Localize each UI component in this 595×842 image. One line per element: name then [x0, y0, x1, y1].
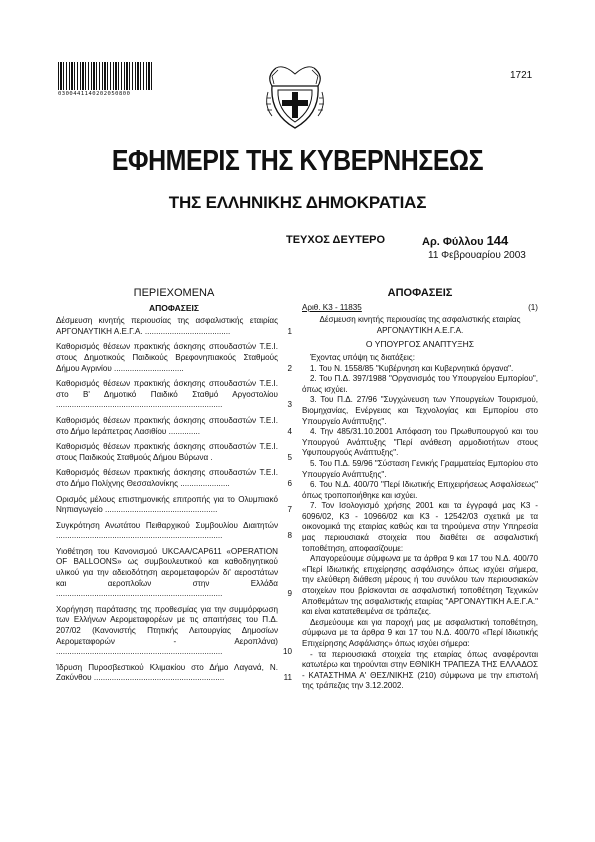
issuing-authority: Ο ΥΠΟΥΡΓΟΣ ΑΝΑΠΤΥΞΗΣ — [365, 339, 475, 350]
decision-paragraph: - τα περιουσιακά στοιχεία της εταιρίας όπως αναφέρονται κατωτέρω και τηρούνται στην ΕΘΝΙΚΗ ΤΡΑΠΕΖΑ ΤΗΣ ΕΛΛΑΔΟΣ - ΚΑΤΑΣΤΗΜΑ Α' ΘΕΣ/ΝΙΚΗΣ (210) σύμφωνα με την επιστολή της τράπεζας την 3.12.2002. — [302, 649, 538, 691]
decision-paragraph: Απαγορεύουμε σύμφωνα με τα άρθρα 9 και 17 του Ν.Δ. 400/70 «Περί Ιδιωτικής επιχείρησης ασφάλισης» όπως ισχύει σήμερα, την ελεύθερη διάθεση μέρους ή του συνόλου των περιουσιακών στοιχείων που βρίσκονται σε ασφαλιστική τοποθέτηση Τεχνικών Αποθεμάτων της ασφαλιστικής εταιρίας "ΑΡΓΟΝΑΥΤΙΚΗ Α.Ε.Γ.Α." και είναι κατατεθειμένα σε τράπεζες. — [302, 554, 538, 617]
toc-item[interactable] — [56, 547, 292, 600]
toc-item[interactable] — [56, 521, 292, 542]
toc-item-page: 1 — [287, 326, 292, 336]
toc-item-page: 4 — [287, 426, 292, 436]
decision-paragraph: Δεσμεύουμε και για παροχή μας με ασφαλιστική τοποθέτηση, σύμφωνα με τα άρθρα 9 και 17 του Ν.Δ. 400/70 «Περί Ιδιωτικής Επιχείρησης Ασφάλισης» όπως ισχύει σήμερα: — [302, 617, 538, 648]
toc-item[interactable] — [56, 468, 292, 489]
page-number: 1721 — [510, 70, 533, 81]
toc-item-text: Καθορισμός θέσεων πρακτικής άσκησης σπουδαστών Τ.Ε.Ι. στο Δήμο Ιεράπετρας Λασιθίου .............. — [56, 415, 278, 436]
decisions-column — [302, 288, 538, 692]
decision-ref-number: Αριθ. Κ3 - 11835 — [302, 302, 362, 312]
sheet-number-label: Αρ. Φύλλου — [422, 236, 484, 248]
toc-item-page: 8 — [287, 531, 292, 541]
toc-item-text: Χορήγηση παράτασης της προθεσμίας για την συμμόρφωση των Ελλήνων Αερομεταφορέων με τις απαιτήσεις του Π.Δ. 207/02 (Κανονιστής Πτητικής Λειτουργίας Δημοσίων Αερομεταφορών - Αεροπλάνα) .......................................................................... — [56, 604, 278, 657]
decision-paragraph: 2. Του Π.Δ. 397/1988 "Οργανισμός του Υπουργείου Εμπορίου", όπως ισχύει. — [302, 374, 538, 394]
toc-item-text: Καθορισμός θέσεων πρακτικής άσκησης σπουδαστών Τ.Ε.Ι. στο Β' Δημοτικό Παιδικό Σταθμό Αργοστολίου .......................................................................... — [56, 379, 278, 410]
toc-item-page: 5 — [287, 452, 292, 462]
issue-series: ΤΕΥΧΟΣ ΔΕΥΤΕΡΟ — [286, 234, 386, 246]
toc-item-page: 7 — [287, 505, 292, 515]
toc-item-text: Συγκρότηση Ανωτάτου Πειθαρχικού Συμβουλίου Διαιτητών .......................................................................... — [56, 520, 278, 541]
issue-date: 11 Φεβρουαρίου 2003 — [428, 250, 526, 261]
barcode — [58, 62, 154, 100]
toc-item[interactable] — [56, 379, 292, 411]
decisions-heading: ΑΠΟΦΑΣΕΙΣ — [387, 287, 453, 299]
toc-item-page: 6 — [287, 478, 292, 488]
barcode-bars — [58, 62, 154, 90]
sheet-number-value: 144 — [486, 233, 509, 248]
decision-paragraph: 5. Του Π.Δ. 59/96 "Σύσταση Γενικής Γραμματείας Εμπορίου στο Υπουργείο Ανάπτυξης". — [302, 458, 538, 479]
sheet-number — [422, 233, 508, 248]
toc-item[interactable] — [56, 442, 292, 463]
toc-item[interactable] — [56, 416, 292, 437]
decision-paragraph: 6. Του Ν.Δ. 400/70 "Περί Ιδιωτικής Επιχειρήσεως Ασφαλίσεως" όπως τροποποιήθηκε και ισχύει. — [302, 480, 538, 500]
decision-ref-index: (1) — [528, 302, 538, 312]
toc-item-text: Καθορισμός θέσεων πρακτικής άσκησης σπουδαστών Τ.Ε.Ι. στους Δημοτικούς Παιδικούς Βρεφονηπιακούς Σταθμούς Δήμου Αγρινίου ............................... — [56, 342, 278, 373]
barcode-number: 0300441140202050800 — [58, 91, 131, 97]
toc-item-page: 10 — [282, 647, 292, 657]
toc-item-text: Ορισμός μέλους επιστημονικής επιτροπής για το Ολυμπιακό Νηπιαγωγείο .................................................. — [56, 494, 278, 515]
decision-paragraph: 3. Του Π.Δ. 27/96 "Συγχώνευση των Υπουργείων Τουρισμού, Βιομηχανίας, Ενέργειας και Τεχνολογίας και Εμπορίου στο Υπουργείο Ανάπτυξης". — [302, 395, 538, 426]
toc-item-text: Υιοθέτηση του Κανονισμού UKCAA/CAP611 «OPERATION OF BALLOONS» ως συμβουλευτικού και καθοδηγητικού υλικού για την αδειοδότηση αερομεταφορών δι' αεροστάτων και αεροπλοΐων στην Ελλάδα .......................................................................... — [56, 546, 278, 599]
toc-item[interactable] — [56, 316, 292, 337]
contents-subheading: ΑΠΟΦΑΣΕΙΣ — [148, 302, 199, 313]
decision-paragraph: 7. Τον Ισολογισμό χρήσης 2001 και τα έγγραφά μας Κ3 - 6096/02, Κ3 - 10966/02 και Κ3 - 12542/03 σχετικά με τα οικονομικά της εταιρίας καθώς και τα τηρούμενα στην Υπηρεσία μας περιουσιακά στοιχεία που διαθέτει σε ασφαλιστική τοποθέτηση, αποφασίζουμε: — [302, 501, 538, 553]
toc-item-page: 11 — [283, 673, 292, 683]
coat-of-arms-emblem — [262, 62, 328, 132]
decision-paragraph: 4. Την 485/31.10.2001 Απόφαση του Πρωθυπουργού και του Υπουργού Ανάπτυξης "Περί ανάθεση αρμοδιοτήτων στους Υφυπουργούς Ανάπτυξης". — [302, 427, 538, 458]
contents-heading: ΠΕΡΙΕΧΟΜΕΝΑ — [133, 287, 215, 299]
toc-item-page: 3 — [287, 400, 292, 410]
toc-item-page: 9 — [287, 589, 292, 599]
decision-reference — [302, 303, 538, 314]
toc-item-text: Καθορισμός θέσεων πρακτικής άσκησης σπουδαστών Τ.Ε.Ι. στο Δήμο Πολίχνης Θεσσαλονίκης ...................... — [56, 468, 278, 488]
toc-item[interactable] — [56, 605, 292, 658]
toc-item-text: Καθορισμός θέσεων πρακτικής άσκησης σπουδαστών Τ.Ε.Ι. στους Παιδικούς Σταθμούς Δήμου Βύρωνα . — [56, 442, 278, 462]
toc-item[interactable] — [56, 342, 292, 374]
contents-column — [56, 288, 292, 689]
toc-item[interactable] — [56, 495, 292, 516]
decision-intro: Έχοντας υπόψη τις διατάξεις: — [310, 352, 415, 362]
decision-paragraph: 1. Του Ν. 1558/85 "Κυβέρνηση και Κυβερνητικά όργανα". — [310, 363, 514, 373]
toc-item[interactable] — [56, 663, 292, 684]
toc-item-page: 2 — [287, 363, 292, 373]
gazette-title: ΕΦΗΜΕΡΙΣ ΤΗΣ ΚΥΒΕΡΝΗΣΕΩΣ — [111, 145, 484, 177]
toc-item-text: Ίδρυση Πυροσβεστικού Κλιμακίου στο Δήμο Λαγανά, Ν. Ζακύνθου .......................................................... — [56, 662, 278, 683]
gazette-subtitle: ΤΗΣ ΕΛΛΗΝΙΚΗΣ ΔΗΜΟΚΡΑΤΙΑΣ — [168, 193, 427, 212]
decision-title: Δέσμευση κινητής περιουσίας της ασφαλιστικής εταιρίας ΑΡΓΟΝΑΥΤΙΚΗ Α.Ε.Γ.Α. — [319, 315, 521, 335]
toc-item-text: Δέσμευση κινητής περιουσίας της ασφαλιστικής εταιρίας ΑΡΓΟΝΑΥΤΙΚΗ Α.Ε.Γ.Α. ...................................... — [56, 316, 278, 336]
